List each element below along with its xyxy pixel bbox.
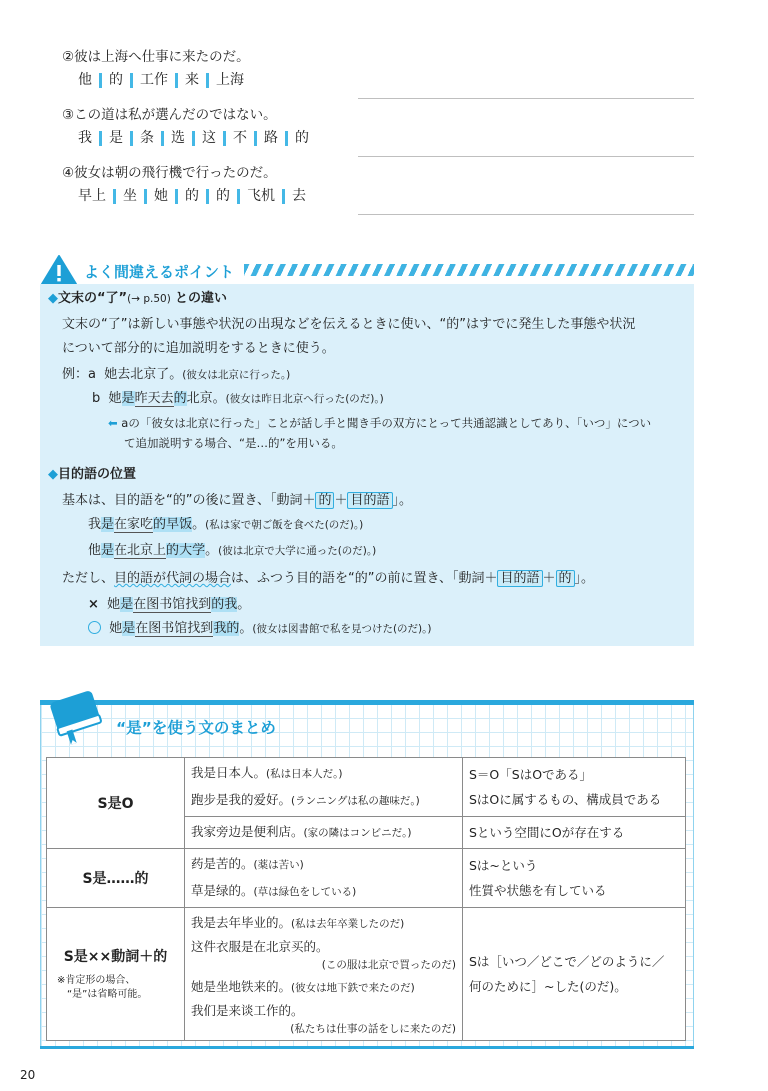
- separator: [254, 131, 257, 146]
- word-chip: 工作: [140, 72, 168, 88]
- word-chip: 的: [295, 130, 309, 146]
- exercise-3: [62, 106, 702, 147]
- page-number: 20: [20, 1068, 36, 1082]
- table-row: [47, 849, 686, 908]
- point-title: よく間違えるポイント: [84, 263, 235, 281]
- arrow-left-icon: ⬅: [108, 416, 118, 430]
- separator: [237, 189, 240, 204]
- example-sentence: 他是在北京上的大学。(彼は北京で大学に通った(のだ)。): [88, 543, 377, 558]
- word-chip: 我: [78, 130, 92, 146]
- example-cell: 我家旁边是便利店。(家の隣はコンビニだ。): [185, 817, 463, 849]
- example-note: ⬅ aの「彼女は北京に行った」ことが話し手と聞き手の双方にとって共通認識としてあり、「いつ」につい: [108, 416, 652, 430]
- example-sentence: 我是在家吃的早饭。(私は家で朝ご飯を食べた(のだ)。): [88, 517, 364, 532]
- right-example: 她是在图书馆找到我的。(彼女は図書館で私を見つけた(のだ)。): [88, 620, 432, 638]
- summary-top-bar: [40, 700, 694, 705]
- point-header: [40, 254, 694, 286]
- example-note-2: て追加説明する場合、“是…的”を用いる。: [124, 436, 343, 450]
- word-chip: 的: [109, 72, 123, 88]
- separator: [206, 73, 209, 88]
- separator: [192, 131, 195, 146]
- answer-line[interactable]: [358, 156, 694, 157]
- wrong-example: × 她是在图书馆找到的我。: [88, 597, 251, 612]
- word-chip: 他: [78, 72, 92, 88]
- table-row: [47, 758, 686, 817]
- section-body-line: 文末の“了”は新しい事態や状況の出現などを伝えるときに使い、“的”はすでに発生した事態や状況: [62, 317, 636, 332]
- separator: [113, 189, 116, 204]
- meaning-cell: Sは［いつ／どこで／どのように／ 何のために］~した(のだ)。: [463, 908, 686, 1041]
- summary-bottom-bar: [40, 1046, 694, 1049]
- pattern-cell: S是O: [47, 758, 185, 849]
- cross-icon: ×: [88, 597, 99, 612]
- exercise-4: [62, 164, 702, 205]
- separator: [161, 131, 164, 146]
- separator: [99, 73, 102, 88]
- word-chip: 这: [202, 130, 216, 146]
- separator: [175, 73, 178, 88]
- example-cell: 药是苦的。(薬は苦い) 草是绿的。(草は緑色をしている): [185, 849, 463, 908]
- meaning-cell: Sという空間にOが存在する: [463, 817, 686, 849]
- section-heading-1: ◆文末の“了”(→ p.50) との違い: [48, 291, 227, 306]
- example-cell: 我是去年毕业的。(私は去年卒業したのだ) 这件衣服是在北京买的。 (この服は北京で買ったのだ) 她是坐地铁来的。(彼女は地下鉄で来たのだ) 我们是来谈工作的。 (私たちは仕事の話をしに来たのだ): [185, 908, 463, 1041]
- separator: [144, 189, 147, 204]
- word-chip: 她: [154, 188, 168, 204]
- book-icon: [40, 680, 110, 750]
- summary-table: [46, 757, 686, 1041]
- word-chip: 的: [185, 188, 199, 204]
- separator: [130, 73, 133, 88]
- word-chip: 去: [292, 188, 306, 204]
- diamond-icon: ◆: [48, 467, 58, 482]
- word-list: [78, 71, 702, 89]
- word-chip: 路: [264, 130, 278, 146]
- answer-line[interactable]: [358, 98, 694, 99]
- table-row: [47, 908, 686, 1041]
- summary-title: “是”を使う文のまとめ: [116, 719, 276, 737]
- word-chip: 不: [233, 130, 247, 146]
- decorative-stripes: [244, 264, 694, 276]
- section-body-line: について部分的に追加説明をするときに使う。: [62, 341, 335, 356]
- exercise-question: ②彼は上海へ仕事に来たのだ。: [62, 49, 250, 65]
- answer-line[interactable]: [358, 214, 694, 215]
- example-cell: 我是日本人。(私は日本人だ。) 跑步是我的爱好。(ランニングは私の趣味だ。): [185, 758, 463, 817]
- example-a: 例：a 她去北京了。(彼女は北京に行った。): [62, 367, 291, 382]
- separator: [130, 131, 133, 146]
- separator: [175, 189, 178, 204]
- separator: [206, 189, 209, 204]
- section-body-line: ただし、目的語が代詞の場合は、ふつう目的語を“的”の前に置き、「動詞＋ 目的語 ＋ 的 」。: [62, 571, 595, 586]
- meaning-cell: S＝O「SはOである」 SはOに属するもの、構成員である: [463, 758, 686, 817]
- word-list: [78, 187, 702, 205]
- word-chip: 条: [140, 130, 154, 146]
- circle-icon: [88, 621, 101, 634]
- section-heading-2: ◆目的語の位置: [48, 467, 137, 482]
- separator: [282, 189, 285, 204]
- exercise-2: [62, 48, 702, 89]
- word-chip: 飞机: [247, 188, 275, 204]
- word-chip: 早上: [78, 188, 106, 204]
- word-list: [78, 129, 702, 147]
- word-chip: 来: [185, 72, 199, 88]
- word-chip: 上海: [216, 72, 244, 88]
- separator: [99, 131, 102, 146]
- word-chip: 的: [216, 188, 230, 204]
- point-box: [40, 284, 694, 646]
- section-body-line: 基本は、目的語を“的”の後に置き、「動詞＋ 的 ＋ 目的語 」。: [62, 493, 413, 508]
- word-chip: 是: [109, 130, 123, 146]
- separator: [285, 131, 288, 146]
- example-b: b 她是昨天去的北京。(彼女は昨日北京へ行った(のだ)。): [92, 391, 384, 406]
- diamond-icon: ◆: [48, 291, 58, 306]
- word-chip: 坐: [123, 188, 137, 204]
- pattern-cell: S是××動詞＋的 ※肯定形の場合、 “是”は省略可能。: [47, 908, 185, 1041]
- exercise-question: ③この道は私が選んだのではない。: [62, 107, 277, 123]
- warning-icon: [40, 254, 78, 286]
- separator: [223, 131, 226, 146]
- word-chip: 选: [171, 130, 185, 146]
- exercise-question: ④彼女は朝の飛行機で行ったのだ。: [62, 165, 277, 181]
- meaning-cell: Sは~という 性質や状態を有している: [463, 849, 686, 908]
- pattern-cell: S是……的: [47, 849, 185, 908]
